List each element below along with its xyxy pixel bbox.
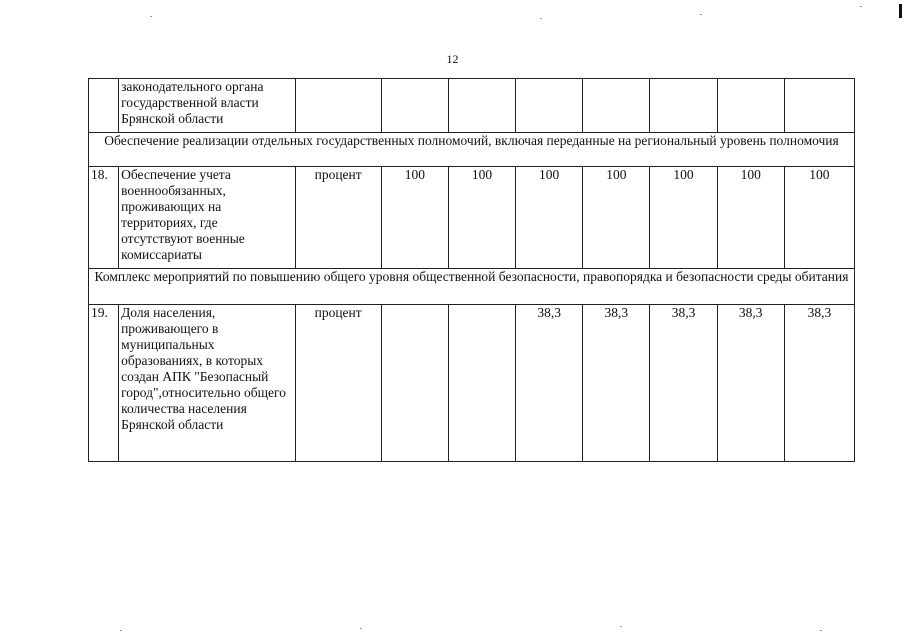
value-cell — [381, 79, 448, 133]
scan-speck — [700, 14, 702, 15]
scan-edge-mark — [899, 4, 902, 18]
value-cell: 100 — [448, 167, 515, 269]
scan-speck — [820, 630, 822, 631]
indicator-name: Обеспечение учета военнообязанных, проживающих на территориях, где отсутствуют военные комиссариаты — [119, 167, 295, 269]
scan-speck — [860, 6, 862, 7]
value-cell — [717, 79, 784, 133]
value-cell — [381, 305, 448, 462]
value-cell: 100 — [381, 167, 448, 269]
value-cell — [583, 79, 650, 133]
value-cell: 100 — [784, 167, 854, 269]
table-row — [89, 79, 855, 133]
table-row — [89, 305, 855, 462]
value-cell: 100 — [650, 167, 717, 269]
value-cell — [784, 79, 854, 133]
section-row — [89, 269, 855, 305]
unit-cell — [295, 79, 381, 133]
row-number: 18. — [89, 167, 119, 269]
row-number: 19. — [89, 305, 119, 462]
value-cell: 38,3 — [516, 305, 583, 462]
row-number — [89, 79, 119, 133]
unit-cell: процент — [295, 167, 381, 269]
value-cell — [516, 79, 583, 133]
indicator-name: законодательного органа государственной власти Брянской области — [119, 79, 295, 133]
value-cell — [448, 305, 515, 462]
scan-speck — [120, 630, 122, 631]
indicators-table — [88, 78, 855, 462]
scan-speck — [360, 628, 362, 629]
section-title: Комплекс мероприятий по повышению общего уровня общественной безопасности, правопорядка и безопасности среды обитания — [89, 269, 855, 305]
value-cell: 100 — [516, 167, 583, 269]
scan-speck — [540, 18, 542, 19]
value-cell: 38,3 — [717, 305, 784, 462]
scan-speck — [620, 626, 622, 627]
value-cell: 38,3 — [784, 305, 854, 462]
value-cell: 38,3 — [650, 305, 717, 462]
value-cell — [650, 79, 717, 133]
value-cell — [448, 79, 515, 133]
scan-speck — [150, 16, 152, 17]
unit-cell: процент — [295, 305, 381, 462]
page-number: 12 — [446, 52, 459, 66]
table-row — [89, 167, 855, 269]
section-title: Обеспечение реализации отдельных государственных полномочий, включая переданные на региональный уровень полномочия — [89, 133, 855, 167]
section-row — [89, 133, 855, 167]
value-cell: 38,3 — [583, 305, 650, 462]
indicator-name: Доля населения, проживающего в муниципальных образованиях, в которых создан АПК "Безопасный город",относительно общего количества населения Брянской области — [119, 305, 295, 462]
value-cell: 100 — [583, 167, 650, 269]
value-cell: 100 — [717, 167, 784, 269]
